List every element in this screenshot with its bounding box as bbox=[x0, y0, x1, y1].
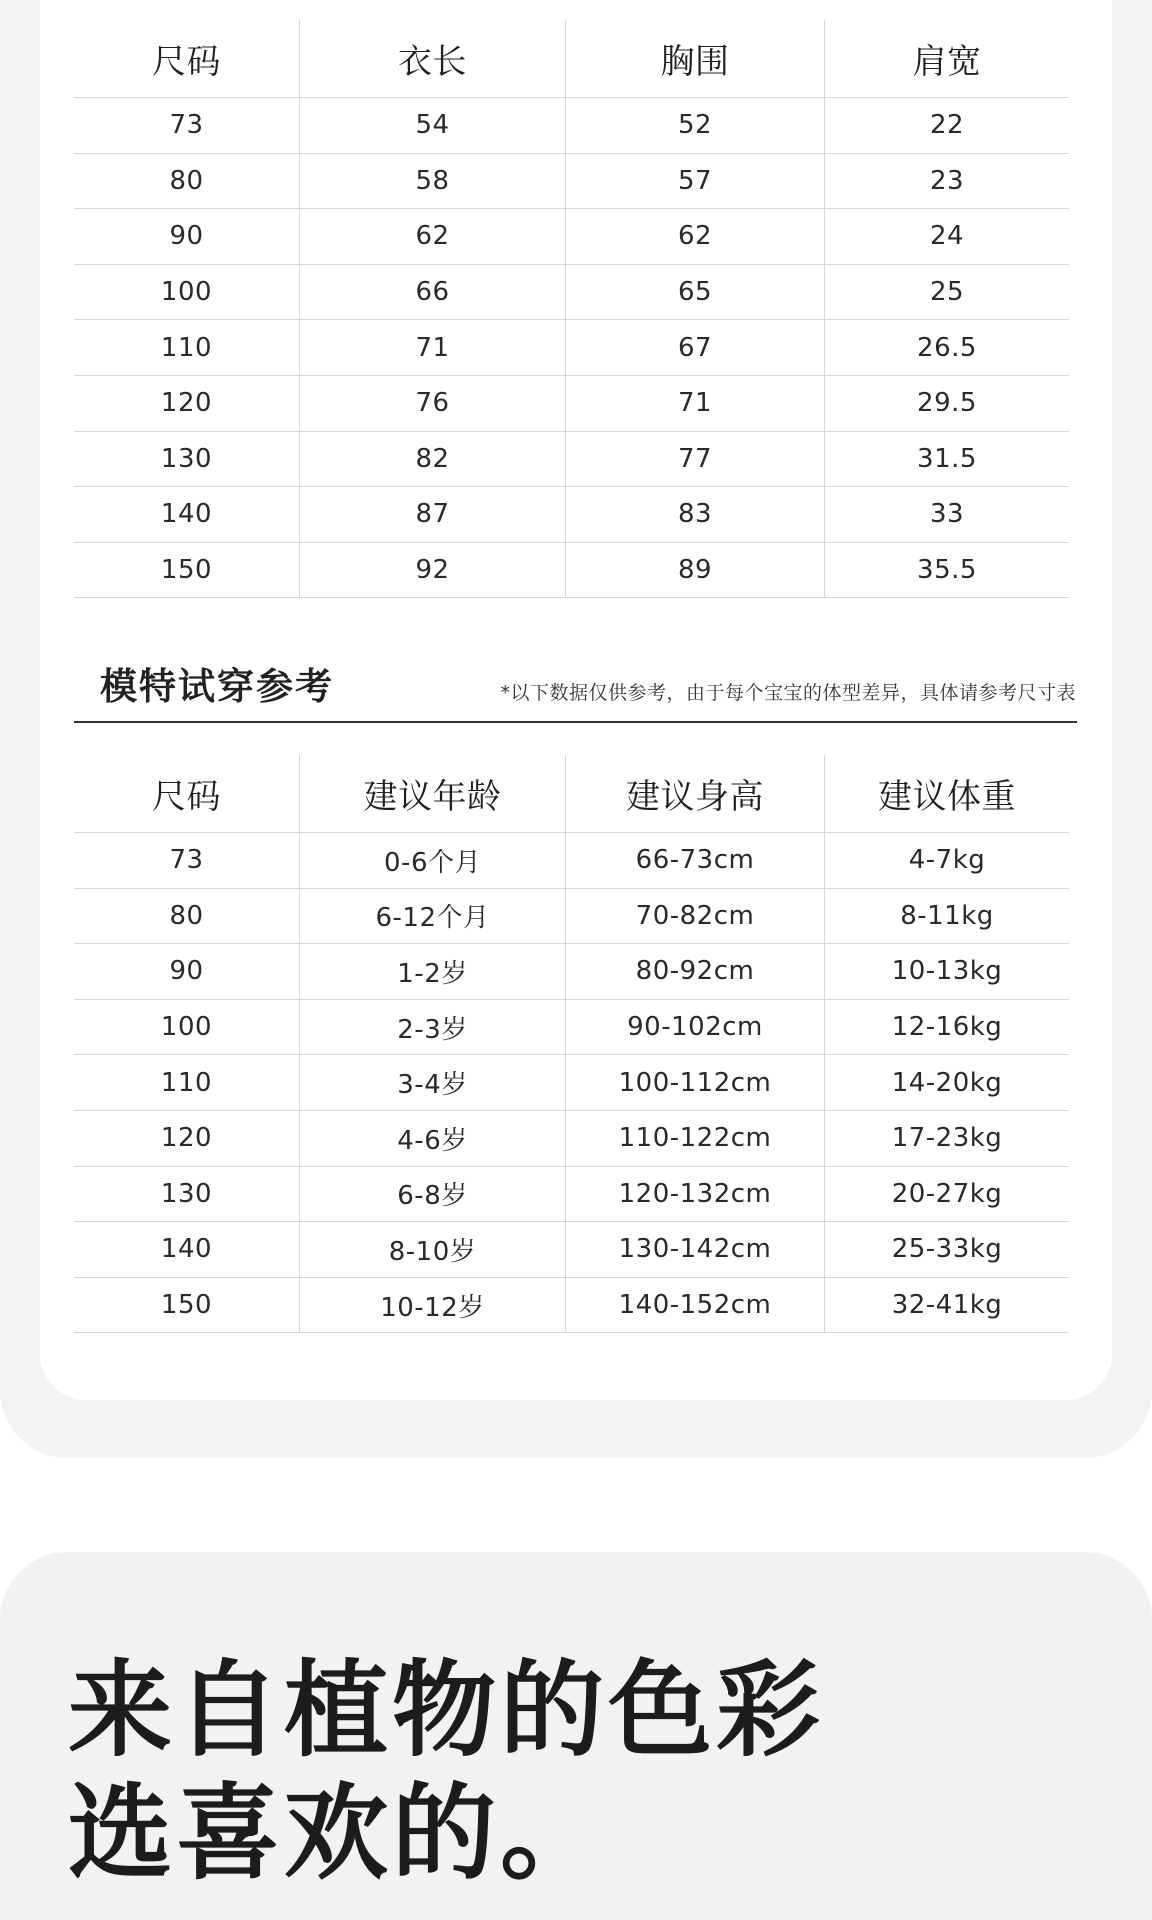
table-row bbox=[74, 543, 1069, 599]
cell-weight: 32-41kg bbox=[891, 1290, 1003, 1321]
cell-chest: 89 bbox=[566, 543, 825, 598]
cell-height: 120-132cm bbox=[566, 1167, 825, 1222]
cell-height: 66-73cm bbox=[566, 833, 825, 888]
header-shoulder: 肩宽 bbox=[912, 42, 982, 82]
table-row bbox=[74, 432, 1069, 488]
cell-age: 6-8岁 bbox=[300, 1167, 566, 1222]
table-row bbox=[74, 1111, 1069, 1167]
cell-weight: 14-20kg bbox=[891, 1067, 1003, 1098]
cell-age: 6-12个月 bbox=[300, 889, 566, 944]
cell-height: 80-92cm bbox=[566, 944, 825, 999]
cell-size: 73 bbox=[74, 833, 300, 888]
cell-weight: 17-23kg bbox=[891, 1123, 1003, 1154]
cell-size: 100 bbox=[74, 265, 300, 320]
cell-shoulder: 26.5 bbox=[917, 332, 977, 363]
table-row bbox=[74, 487, 1069, 543]
measurement-table bbox=[74, 20, 1069, 598]
table-header-row bbox=[74, 755, 1069, 833]
cell-weight: 12-16kg bbox=[891, 1012, 1003, 1043]
cell-chest: 52 bbox=[566, 98, 825, 153]
cell-length: 71 bbox=[300, 320, 566, 375]
section-divider bbox=[74, 721, 1077, 723]
cell-length: 87 bbox=[300, 487, 566, 542]
cell-size: 90 bbox=[74, 209, 300, 264]
table-row bbox=[74, 1222, 1069, 1278]
cell-height: 140-152cm bbox=[566, 1278, 825, 1333]
table-row bbox=[74, 1167, 1069, 1223]
banner-headline-line1: 来自植物的色彩 bbox=[68, 1649, 825, 1771]
table-row bbox=[74, 265, 1069, 321]
cell-chest: 71 bbox=[566, 376, 825, 431]
banner-headline-line2: 选喜欢的。 bbox=[68, 1772, 609, 1894]
cell-shoulder: 35.5 bbox=[917, 555, 977, 586]
cell-length: 66 bbox=[300, 265, 566, 320]
cell-height: 100-112cm bbox=[566, 1055, 825, 1110]
cell-size: 73 bbox=[74, 98, 300, 153]
table-row bbox=[74, 376, 1069, 432]
recommendation-table bbox=[74, 755, 1069, 1333]
cell-shoulder: 23 bbox=[929, 165, 965, 196]
cell-weight: 8-11kg bbox=[900, 900, 994, 931]
cell-shoulder: 29.5 bbox=[917, 388, 977, 419]
cell-size: 150 bbox=[74, 543, 300, 598]
cell-age: 0-6个月 bbox=[300, 833, 566, 888]
cell-size: 130 bbox=[74, 1167, 300, 1222]
cell-chest: 57 bbox=[566, 154, 825, 209]
cell-height: 70-82cm bbox=[566, 889, 825, 944]
table-row bbox=[74, 1000, 1069, 1056]
cell-chest: 77 bbox=[566, 432, 825, 487]
header-age: 建议年龄 bbox=[300, 755, 566, 832]
model-section-title: 模特试穿参考 bbox=[100, 665, 334, 708]
table-row bbox=[74, 320, 1069, 376]
cell-size: 100 bbox=[74, 1000, 300, 1055]
cell-size: 150 bbox=[74, 1278, 300, 1333]
cell-shoulder: 33 bbox=[929, 499, 965, 530]
cell-length: 62 bbox=[300, 209, 566, 264]
cell-chest: 83 bbox=[566, 487, 825, 542]
table-row bbox=[74, 1055, 1069, 1111]
cell-shoulder: 25 bbox=[929, 277, 965, 308]
table-row bbox=[74, 209, 1069, 265]
cell-size: 130 bbox=[74, 432, 300, 487]
table-row bbox=[74, 98, 1069, 154]
cell-length: 54 bbox=[300, 98, 566, 153]
model-section-note: *以下数据仅供参考，由于每个宝宝的体型差异，具体请参考尺寸表 bbox=[500, 682, 1076, 704]
table-row bbox=[74, 889, 1069, 945]
table-header-row bbox=[74, 20, 1069, 98]
cell-weight: 4-7kg bbox=[908, 845, 986, 876]
cell-shoulder: 31.5 bbox=[917, 443, 977, 474]
header-chest: 胸围 bbox=[566, 20, 825, 97]
cell-length: 76 bbox=[300, 376, 566, 431]
cell-weight: 25-33kg bbox=[891, 1234, 1003, 1265]
cell-age: 8-10岁 bbox=[300, 1222, 566, 1277]
cell-size: 140 bbox=[74, 487, 300, 542]
cell-size: 140 bbox=[74, 1222, 300, 1277]
cell-height: 110-122cm bbox=[566, 1111, 825, 1166]
cell-size: 120 bbox=[74, 1111, 300, 1166]
cell-weight: 20-27kg bbox=[891, 1178, 1003, 1209]
cell-size: 120 bbox=[74, 376, 300, 431]
cell-weight: 10-13kg bbox=[891, 956, 1003, 987]
cell-height: 130-142cm bbox=[566, 1222, 825, 1277]
cell-size: 80 bbox=[74, 154, 300, 209]
cell-chest: 67 bbox=[566, 320, 825, 375]
header-size: 尺码 bbox=[74, 20, 300, 97]
table-row bbox=[74, 1278, 1069, 1334]
header-height: 建议身高 bbox=[566, 755, 825, 832]
cell-size: 110 bbox=[74, 320, 300, 375]
table-row bbox=[74, 944, 1069, 1000]
cell-chest: 65 bbox=[566, 265, 825, 320]
cell-age: 4-6岁 bbox=[300, 1111, 566, 1166]
cell-shoulder: 24 bbox=[929, 221, 965, 252]
header-size: 尺码 bbox=[74, 755, 300, 832]
cell-age: 1-2岁 bbox=[300, 944, 566, 999]
cell-length: 58 bbox=[300, 154, 566, 209]
table-row bbox=[74, 833, 1069, 889]
header-weight: 建议体重 bbox=[878, 777, 1016, 817]
cell-length: 82 bbox=[300, 432, 566, 487]
cell-height: 90-102cm bbox=[566, 1000, 825, 1055]
cell-shoulder: 22 bbox=[929, 110, 965, 141]
cell-age: 10-12岁 bbox=[300, 1278, 566, 1333]
table-row bbox=[74, 154, 1069, 210]
cell-size: 90 bbox=[74, 944, 300, 999]
cell-age: 3-4岁 bbox=[300, 1055, 566, 1110]
header-length: 衣长 bbox=[300, 20, 566, 97]
cell-age: 2-3岁 bbox=[300, 1000, 566, 1055]
cell-chest: 62 bbox=[566, 209, 825, 264]
cell-length: 92 bbox=[300, 543, 566, 598]
cell-size: 110 bbox=[74, 1055, 300, 1110]
cell-size: 80 bbox=[74, 889, 300, 944]
